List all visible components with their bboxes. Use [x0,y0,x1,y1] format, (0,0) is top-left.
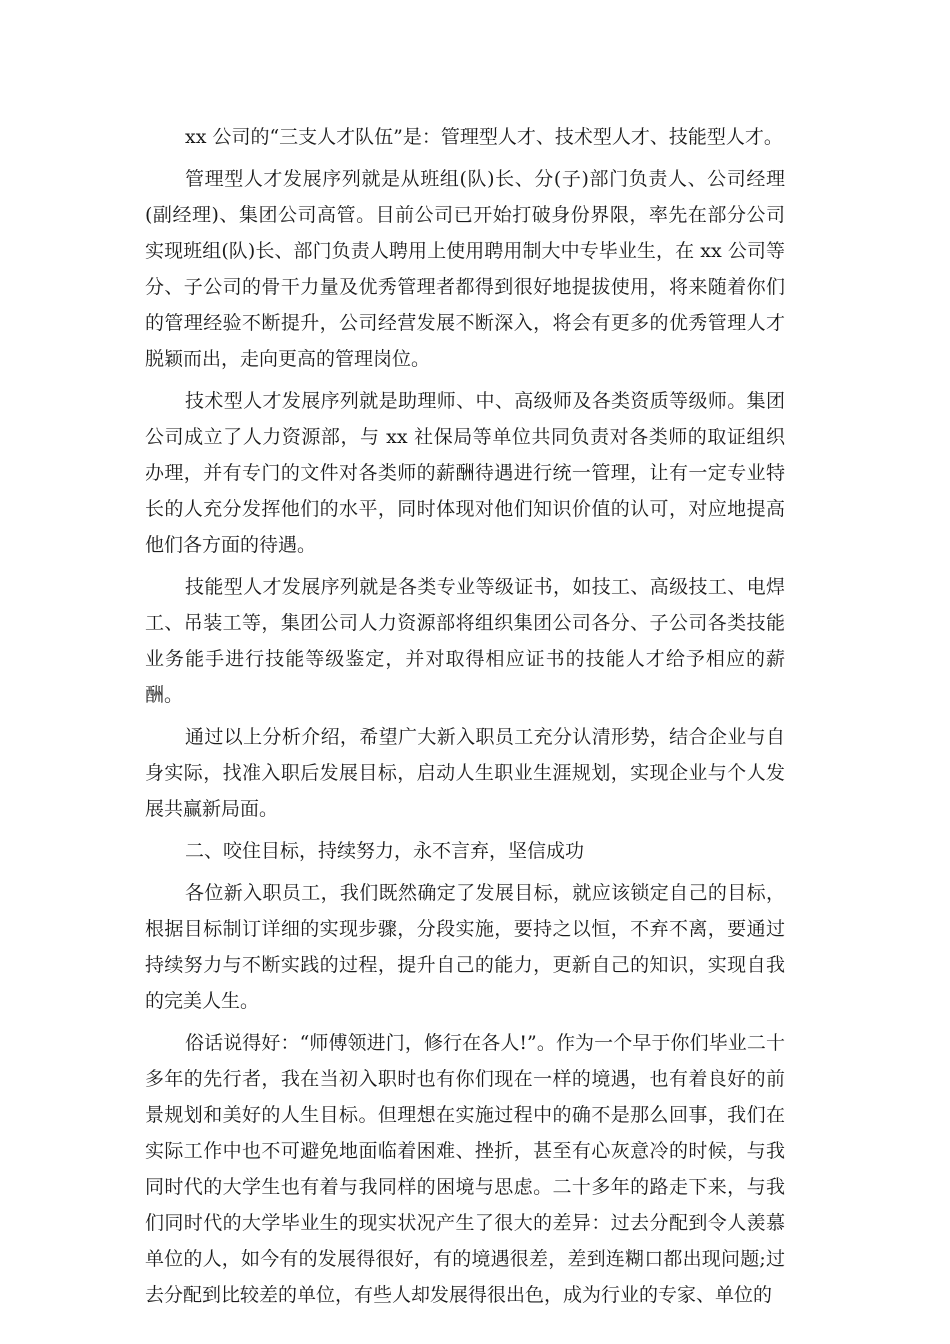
paragraph-skilled-track: 技能型人才发展序列就是各类专业等级证书，如技工、高级技工、电焊工、吊装工等，集团公司人力资源部将组织集团公司各分、子公司各类技能业务能手进行技能等级鉴定，并对取得相应证书的技能人才给予相应的薪酬。 [145,576,785,706]
section-heading: 二、咬住目标，持续努力，永不言弃，坚信成功 [185,840,585,862]
document-body [145,119,785,1319]
paragraph-proverb: 俗话说得好：“师傅领进门，修行在各人!”。作为一个早于你们毕业二十多年的先行者，我在当初入职时也有你们现在一样的境遇，也有着良好的前景规划和美好的人生目标。但理想在实施过程中的确不是那么回事，我们在实际工作中也不可避免地面临着困难、挫折，甚至有心灰意冷的时候，与我同时代的大学生也有着与我同样的困境与思虑。二十多年的路走下来，与我们同时代的大学毕业生的现实状况产生了很大的差异：过去分配到令人羡慕单位的人，如今有的发展得很好，有的境遇很差，差到连糊口都出现问题;过去分配到比较差的单位，有些人却发展得很出色，成为行业的专家、单位的 [145,1032,785,1306]
paragraph-lock-goals: 各位新入职员工，我们既然确定了发展目标，就应该锁定自己的目标，根据目标制订详细的实现步骤，分段实施，要持之以恒，不弃不离，要通过持续努力与不断实践的过程，提升自己的能力，更新自己的知识，实现自我的完美人生。 [145,882,785,1012]
paragraph-summary: 通过以上分析介绍，希望广大新入职员工充分认清形势，结合企业与自身实际，找准入职后发展目标，启动人生职业生涯规划，实现企业与个人发展共赢新局面。 [145,726,785,820]
paragraph-technical-track: 技术型人才发展序列就是助理师、中、高级师及各类资质等级师。集团公司成立了人力资源部，与 xx 社保局等单位共同负责对各类师的取证组织办理，并有专门的文件对各类师的薪酬待遇进行统一管理，让有一定专业特长的人充分发挥他们的水平，同时体现对他们知识价值的认可，对应地提高他们各方面的待遇。 [145,390,785,556]
paragraph-talent-teams: xx 公司的“三支人才队伍”是：管理型人才、技术型人才、技能型人才。 [185,126,783,148]
paragraph-management-track: 管理型人才发展序列就是从班组(队)长、分(子)部门负责人、公司经理(副经理)、集团公司高管。目前公司已开始打破身份界限，率先在部分公司实现班组(队)长、部门负责人聘用上使用聘用制大中专毕业生，在 xx 公司等分、子公司的骨干力量及优秀管理者都得到很好地提拔使用，将来随着你们的管理经验不断提升，公司经营发展不断深入，将会有更多的优秀管理人才脱颖而出，走向更高的管理岗位。 [145,168,785,370]
